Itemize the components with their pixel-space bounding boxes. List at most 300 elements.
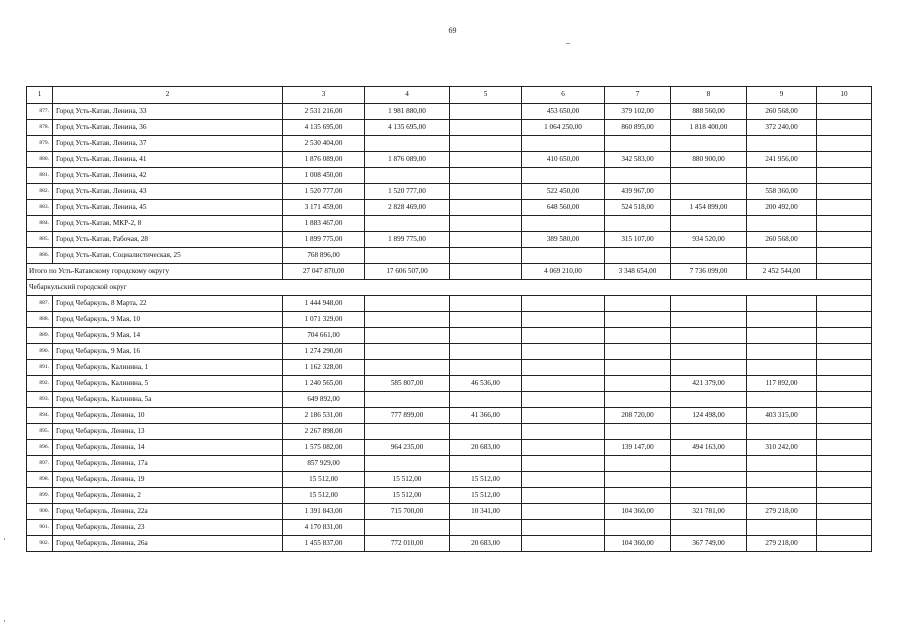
header-col-2: 2: [53, 87, 283, 104]
total-row: [27, 264, 872, 280]
value-cell-c4: 15 512,00: [365, 488, 450, 504]
row-number: 887.: [27, 296, 53, 312]
table-row: [27, 120, 872, 136]
value-cell-c3: 857 929,00: [283, 456, 365, 472]
value-cell-c3: 1 455 837,00: [283, 536, 365, 552]
value-cell-c8: [671, 344, 747, 360]
value-cell-c4: 715 700,00: [365, 504, 450, 520]
value-cell-c10: [817, 376, 872, 392]
row-number: 895.: [27, 424, 53, 440]
value-cell-c8: 880 900,00: [671, 152, 747, 168]
value-cell-c4: [365, 344, 450, 360]
value-cell-c4: 1 981 880,00: [365, 104, 450, 120]
value-cell-c9: 260 568,00: [747, 232, 817, 248]
address-cell: Город Чебаркуль, Ленина, 22а: [53, 504, 283, 520]
table-row: [27, 168, 872, 184]
chebarkul-rows: [27, 296, 872, 552]
address-cell: Город Чебаркуль, Ленина, 26а: [53, 536, 283, 552]
value-cell-c3: 1 876 089,00: [283, 152, 365, 168]
address-cell: Город Чебаркуль, Ленина, 23: [53, 520, 283, 536]
value-cell-c5: [450, 104, 522, 120]
section-row: [27, 280, 872, 296]
scan-mark: [4, 538, 5, 540]
value-cell-c6: [522, 328, 605, 344]
value-cell-c3: 1 391 843,00: [283, 504, 365, 520]
value-cell-c3: 1 520 777,00: [283, 184, 365, 200]
value-cell-c3: 768 896,00: [283, 248, 365, 264]
value-cell-c7: [605, 168, 671, 184]
value-cell-c8: 934 520,00: [671, 232, 747, 248]
value-cell-c10: [817, 104, 872, 120]
table-row: [27, 424, 872, 440]
row-number: 877.: [27, 104, 53, 120]
value-cell-c10: [817, 456, 872, 472]
value-cell-c7: 524 518,00: [605, 200, 671, 216]
value-cell-c9: 403 315,00: [747, 408, 817, 424]
value-cell-c4: [365, 136, 450, 152]
value-cell-c5: [450, 216, 522, 232]
value-cell-c3: 15 512,00: [283, 472, 365, 488]
value-cell-c5: [450, 344, 522, 360]
table-row: [27, 520, 872, 536]
value-cell-c6: [522, 520, 605, 536]
row-number: 896.: [27, 440, 53, 456]
value-cell-c5: [450, 520, 522, 536]
value-cell-c5: [450, 424, 522, 440]
address-cell: Город Усть-Катав, Ленина, 45: [53, 200, 283, 216]
value-cell-c10: [817, 440, 872, 456]
row-number: 901.: [27, 520, 53, 536]
value-cell-c10: [817, 392, 872, 408]
address-cell: Город Усть-Катав, Ленина, 33: [53, 104, 283, 120]
value-cell-c9: 117 892,00: [747, 376, 817, 392]
table-row: [27, 488, 872, 504]
value-cell-c6: [522, 296, 605, 312]
value-cell-c5: [450, 312, 522, 328]
value-cell-c8: [671, 488, 747, 504]
value-cell-c7: [605, 488, 671, 504]
section-title: Чебаркульский городской округ: [27, 280, 872, 296]
table-row: [27, 440, 872, 456]
value-cell-c7: [605, 248, 671, 264]
value-cell-c6: 389 580,00: [522, 232, 605, 248]
value-cell-c8: [671, 168, 747, 184]
value-cell-c6: [522, 136, 605, 152]
value-cell-c8: [671, 216, 747, 232]
value-cell-c5: [450, 328, 522, 344]
value-cell-c8: [671, 360, 747, 376]
row-number: 878.: [27, 120, 53, 136]
address-cell: Город Чебаркуль, Ленина, 2: [53, 488, 283, 504]
value-cell-c10: [817, 296, 872, 312]
value-cell-c4: [365, 456, 450, 472]
value-cell-c6: [522, 440, 605, 456]
address-cell: Город Чебаркуль, Ленина, 17а: [53, 456, 283, 472]
value-cell-c4: [365, 424, 450, 440]
value-cell-c10: [817, 136, 872, 152]
value-cell-c4: 4 135 695,00: [365, 120, 450, 136]
value-cell-c9: 279 218,00: [747, 504, 817, 520]
total-col-3: 27 047 870,00: [283, 264, 365, 280]
table-row: [27, 328, 872, 344]
value-cell-c6: [522, 488, 605, 504]
value-cell-c5: [450, 200, 522, 216]
value-cell-c4: [365, 168, 450, 184]
value-cell-c4: [365, 312, 450, 328]
value-cell-c9: [747, 520, 817, 536]
value-cell-c8: [671, 392, 747, 408]
header-col-10: 10: [817, 87, 872, 104]
value-cell-c7: [605, 472, 671, 488]
address-cell: Город Усть-Катав, МКР-2, 8: [53, 216, 283, 232]
value-cell-c5: 46 536,00: [450, 376, 522, 392]
table-row: [27, 392, 872, 408]
value-cell-c10: [817, 216, 872, 232]
row-number: 893.: [27, 392, 53, 408]
value-cell-c9: 200 492,00: [747, 200, 817, 216]
row-number: 891.: [27, 360, 53, 376]
value-cell-c5: [450, 296, 522, 312]
value-cell-c10: [817, 232, 872, 248]
address-cell: Город Чебаркуль, 8 Марта, 22: [53, 296, 283, 312]
value-cell-c4: [365, 248, 450, 264]
value-cell-c6: 648 560,00: [522, 200, 605, 216]
table-row: [27, 536, 872, 552]
value-cell-c9: [747, 312, 817, 328]
value-cell-c6: [522, 168, 605, 184]
value-cell-c4: 1 899 775,00: [365, 232, 450, 248]
table-row: [27, 232, 872, 248]
value-cell-c7: [605, 360, 671, 376]
address-cell: Город Усть-Катав, Ленина, 36: [53, 120, 283, 136]
value-cell-c9: [747, 296, 817, 312]
row-number: 881.: [27, 168, 53, 184]
value-cell-c5: [450, 136, 522, 152]
value-cell-c6: 1 064 250,00: [522, 120, 605, 136]
value-cell-c6: [522, 456, 605, 472]
value-cell-c10: [817, 536, 872, 552]
value-cell-c8: [671, 472, 747, 488]
address-cell: Город Чебаркуль, Калинина, 1: [53, 360, 283, 376]
header-col-1: 1: [27, 87, 53, 104]
address-cell: Город Усть-Катав, Ленина, 43: [53, 184, 283, 200]
row-number: 900.: [27, 504, 53, 520]
value-cell-c5: 15 512,00: [450, 488, 522, 504]
value-cell-c8: [671, 184, 747, 200]
value-cell-c4: [365, 216, 450, 232]
value-cell-c4: [365, 520, 450, 536]
row-number: 902.: [27, 536, 53, 552]
total-col-10: [817, 264, 872, 280]
value-cell-c9: 372 240,00: [747, 120, 817, 136]
value-cell-c9: [747, 424, 817, 440]
value-cell-c10: [817, 200, 872, 216]
address-cell: Город Усть-Катав, Рабочая, 28: [53, 232, 283, 248]
value-cell-c3: 2 530 404,00: [283, 136, 365, 152]
value-cell-c7: [605, 456, 671, 472]
value-cell-c8: [671, 312, 747, 328]
row-number: 894.: [27, 408, 53, 424]
value-cell-c4: [365, 360, 450, 376]
value-cell-c5: 20 683,00: [450, 536, 522, 552]
value-cell-c3: 649 892,00: [283, 392, 365, 408]
value-cell-c7: 104 360,00: [605, 536, 671, 552]
value-cell-c7: [605, 312, 671, 328]
table-row: [27, 104, 872, 120]
value-cell-c10: [817, 472, 872, 488]
header-col-9: 9: [747, 87, 817, 104]
value-cell-c5: [450, 360, 522, 376]
value-cell-c5: [450, 120, 522, 136]
address-cell: Город Чебаркуль, 9 Мая, 16: [53, 344, 283, 360]
address-cell: Город Усть-Катав, Ленина, 37: [53, 136, 283, 152]
table-row: [27, 472, 872, 488]
table-row: [27, 248, 872, 264]
value-cell-c4: [365, 392, 450, 408]
value-cell-c7: [605, 520, 671, 536]
value-cell-c3: 1 071 329,00: [283, 312, 365, 328]
value-cell-c10: [817, 488, 872, 504]
row-number: 890.: [27, 344, 53, 360]
header-row: [27, 87, 872, 104]
value-cell-c6: [522, 376, 605, 392]
value-cell-c9: 310 242,00: [747, 440, 817, 456]
value-cell-c7: 379 102,00: [605, 104, 671, 120]
address-cell: Город Чебаркуль, Калинина, 5а: [53, 392, 283, 408]
value-cell-c6: [522, 248, 605, 264]
value-cell-c7: [605, 376, 671, 392]
value-cell-c9: [747, 136, 817, 152]
table-row: [27, 456, 872, 472]
value-cell-c3: 1 899 775,00: [283, 232, 365, 248]
value-cell-c8: 421 379,00: [671, 376, 747, 392]
row-number: 882.: [27, 184, 53, 200]
header-col-6: 6: [522, 87, 605, 104]
value-cell-c7: [605, 424, 671, 440]
total-col-5: [450, 264, 522, 280]
value-cell-c6: 522 450,00: [522, 184, 605, 200]
row-number: 897.: [27, 456, 53, 472]
address-cell: Город Чебаркуль, 9 Мая, 14: [53, 328, 283, 344]
value-cell-c5: [450, 168, 522, 184]
value-cell-c6: [522, 312, 605, 328]
total-col-9: 2 452 544,00: [747, 264, 817, 280]
value-cell-c9: 558 360,00: [747, 184, 817, 200]
header-col-5: 5: [450, 87, 522, 104]
address-cell: Город Чебаркуль, Ленина, 19: [53, 472, 283, 488]
value-cell-c9: 241 956,00: [747, 152, 817, 168]
row-number: 880.: [27, 152, 53, 168]
value-cell-c7: [605, 216, 671, 232]
row-number: 886.: [27, 248, 53, 264]
table-row: [27, 504, 872, 520]
value-cell-c8: 494 163,00: [671, 440, 747, 456]
address-cell: Город Усть-Катав, Ленина, 41: [53, 152, 283, 168]
ust-katav-rows: [27, 104, 872, 264]
value-cell-c3: 2 267 898,00: [283, 424, 365, 440]
value-cell-c4: [365, 296, 450, 312]
value-cell-c5: 10 341,00: [450, 504, 522, 520]
value-cell-c7: 342 583,00: [605, 152, 671, 168]
value-cell-c10: [817, 344, 872, 360]
value-cell-c8: [671, 424, 747, 440]
value-cell-c6: [522, 472, 605, 488]
value-cell-c5: [450, 456, 522, 472]
value-cell-c8: [671, 136, 747, 152]
value-cell-c6: [522, 360, 605, 376]
value-cell-c10: [817, 360, 872, 376]
row-number: 888.: [27, 312, 53, 328]
value-cell-c7: [605, 136, 671, 152]
table-row: [27, 136, 872, 152]
value-cell-c10: [817, 424, 872, 440]
value-cell-c3: 1 162 328,00: [283, 360, 365, 376]
value-cell-c6: [522, 216, 605, 232]
value-cell-c10: [817, 184, 872, 200]
total-col-7: 3 348 654,00: [605, 264, 671, 280]
value-cell-c5: 15 512,00: [450, 472, 522, 488]
value-cell-c9: [747, 392, 817, 408]
value-cell-c10: [817, 248, 872, 264]
header-col-7: 7: [605, 87, 671, 104]
value-cell-c4: 585 807,00: [365, 376, 450, 392]
value-cell-c6: 453 650,00: [522, 104, 605, 120]
table-row: [27, 344, 872, 360]
row-number: 899.: [27, 488, 53, 504]
value-cell-c4: 772 010,00: [365, 536, 450, 552]
value-cell-c8: [671, 520, 747, 536]
address-cell: Город Чебаркуль, 9 Мая, 10: [53, 312, 283, 328]
value-cell-c10: [817, 520, 872, 536]
value-cell-c3: 15 512,00: [283, 488, 365, 504]
value-cell-c9: [747, 456, 817, 472]
header-col-3: 3: [283, 87, 365, 104]
value-cell-c6: [522, 344, 605, 360]
row-number: 885.: [27, 232, 53, 248]
value-cell-c4: 15 512,00: [365, 472, 450, 488]
value-cell-c6: [522, 424, 605, 440]
row-number: 898.: [27, 472, 53, 488]
value-cell-c5: [450, 248, 522, 264]
value-cell-c10: [817, 168, 872, 184]
value-cell-c5: [450, 184, 522, 200]
value-cell-c8: [671, 248, 747, 264]
value-cell-c7: 439 967,00: [605, 184, 671, 200]
value-cell-c3: 1 274 290,00: [283, 344, 365, 360]
ust-katav-total: [27, 264, 872, 296]
value-cell-c9: [747, 168, 817, 184]
value-cell-c8: 367 749,00: [671, 536, 747, 552]
value-cell-c4: 1 876 089,00: [365, 152, 450, 168]
value-cell-c10: [817, 312, 872, 328]
address-cell: Город Чебаркуль, Ленина, 14: [53, 440, 283, 456]
scan-mark: [566, 43, 570, 44]
value-cell-c8: [671, 328, 747, 344]
total-col-8: 7 736 099,00: [671, 264, 747, 280]
table-row: [27, 376, 872, 392]
address-cell: Город Усть-Катав, Ленина, 42: [53, 168, 283, 184]
value-cell-c8: [671, 456, 747, 472]
value-cell-c6: [522, 408, 605, 424]
row-number: 892.: [27, 376, 53, 392]
value-cell-c9: [747, 216, 817, 232]
value-cell-c5: 41 366,00: [450, 408, 522, 424]
value-cell-c5: [450, 232, 522, 248]
header-col-8: 8: [671, 87, 747, 104]
value-cell-c4: 777 899,00: [365, 408, 450, 424]
value-cell-c3: 704 661,00: [283, 328, 365, 344]
value-cell-c4: 964 235,00: [365, 440, 450, 456]
value-cell-c7: [605, 344, 671, 360]
value-cell-c8: [671, 296, 747, 312]
table-row: [27, 408, 872, 424]
value-cell-c7: [605, 392, 671, 408]
value-cell-c10: [817, 408, 872, 424]
table-row: [27, 216, 872, 232]
value-cell-c9: [747, 360, 817, 376]
value-cell-c3: 2 531 216,00: [283, 104, 365, 120]
value-cell-c7: 139 147,00: [605, 440, 671, 456]
value-cell-c9: [747, 344, 817, 360]
value-cell-c9: [747, 328, 817, 344]
value-cell-c6: 410 650,00: [522, 152, 605, 168]
value-cell-c7: 860 895,00: [605, 120, 671, 136]
address-cell: Город Чебаркуль, Ленина, 13: [53, 424, 283, 440]
value-cell-c3: 4 135 695,00: [283, 120, 365, 136]
value-cell-c3: 1 444 948,00: [283, 296, 365, 312]
value-cell-c7: [605, 296, 671, 312]
value-cell-c9: [747, 248, 817, 264]
address-cell: Город Усть-Катав, Социалистическая, 25: [53, 248, 283, 264]
table-row: [27, 200, 872, 216]
row-number: 879.: [27, 136, 53, 152]
value-cell-c3: 2 186 531,00: [283, 408, 365, 424]
value-cell-c9: 279 218,00: [747, 536, 817, 552]
value-cell-c6: [522, 504, 605, 520]
value-cell-c9: [747, 472, 817, 488]
value-cell-c4: 1 520 777,00: [365, 184, 450, 200]
value-cell-c9: 260 568,00: [747, 104, 817, 120]
header-col-4: 4: [365, 87, 450, 104]
value-cell-c9: [747, 488, 817, 504]
value-cell-c4: [365, 328, 450, 344]
total-label: Итого по Усть-Катавскому городскому округу: [27, 264, 283, 280]
value-cell-c3: 3 171 459,00: [283, 200, 365, 216]
value-cell-c10: [817, 120, 872, 136]
table-row: [27, 360, 872, 376]
value-cell-c5: 20 683,00: [450, 440, 522, 456]
value-cell-c8: 888 560,00: [671, 104, 747, 120]
address-cell: Город Чебаркуль, Ленина, 10: [53, 408, 283, 424]
address-cell: Город Чебаркуль, Калинина, 5: [53, 376, 283, 392]
value-cell-c10: [817, 504, 872, 520]
total-col-4: 17 606 507,00: [365, 264, 450, 280]
row-number: 883.: [27, 200, 53, 216]
row-number: 889.: [27, 328, 53, 344]
row-number: 884.: [27, 216, 53, 232]
table-row: [27, 312, 872, 328]
table-row: [27, 296, 872, 312]
value-cell-c7: 104 360,00: [605, 504, 671, 520]
scan-mark: [4, 620, 5, 622]
value-cell-c7: 315 107,00: [605, 232, 671, 248]
table-row: [27, 152, 872, 168]
value-cell-c3: 1 575 082,00: [283, 440, 365, 456]
value-cell-c7: 208 720,00: [605, 408, 671, 424]
table-row: [27, 184, 872, 200]
value-cell-c8: 1 818 400,00: [671, 120, 747, 136]
total-col-6: 4 069 210,00: [522, 264, 605, 280]
